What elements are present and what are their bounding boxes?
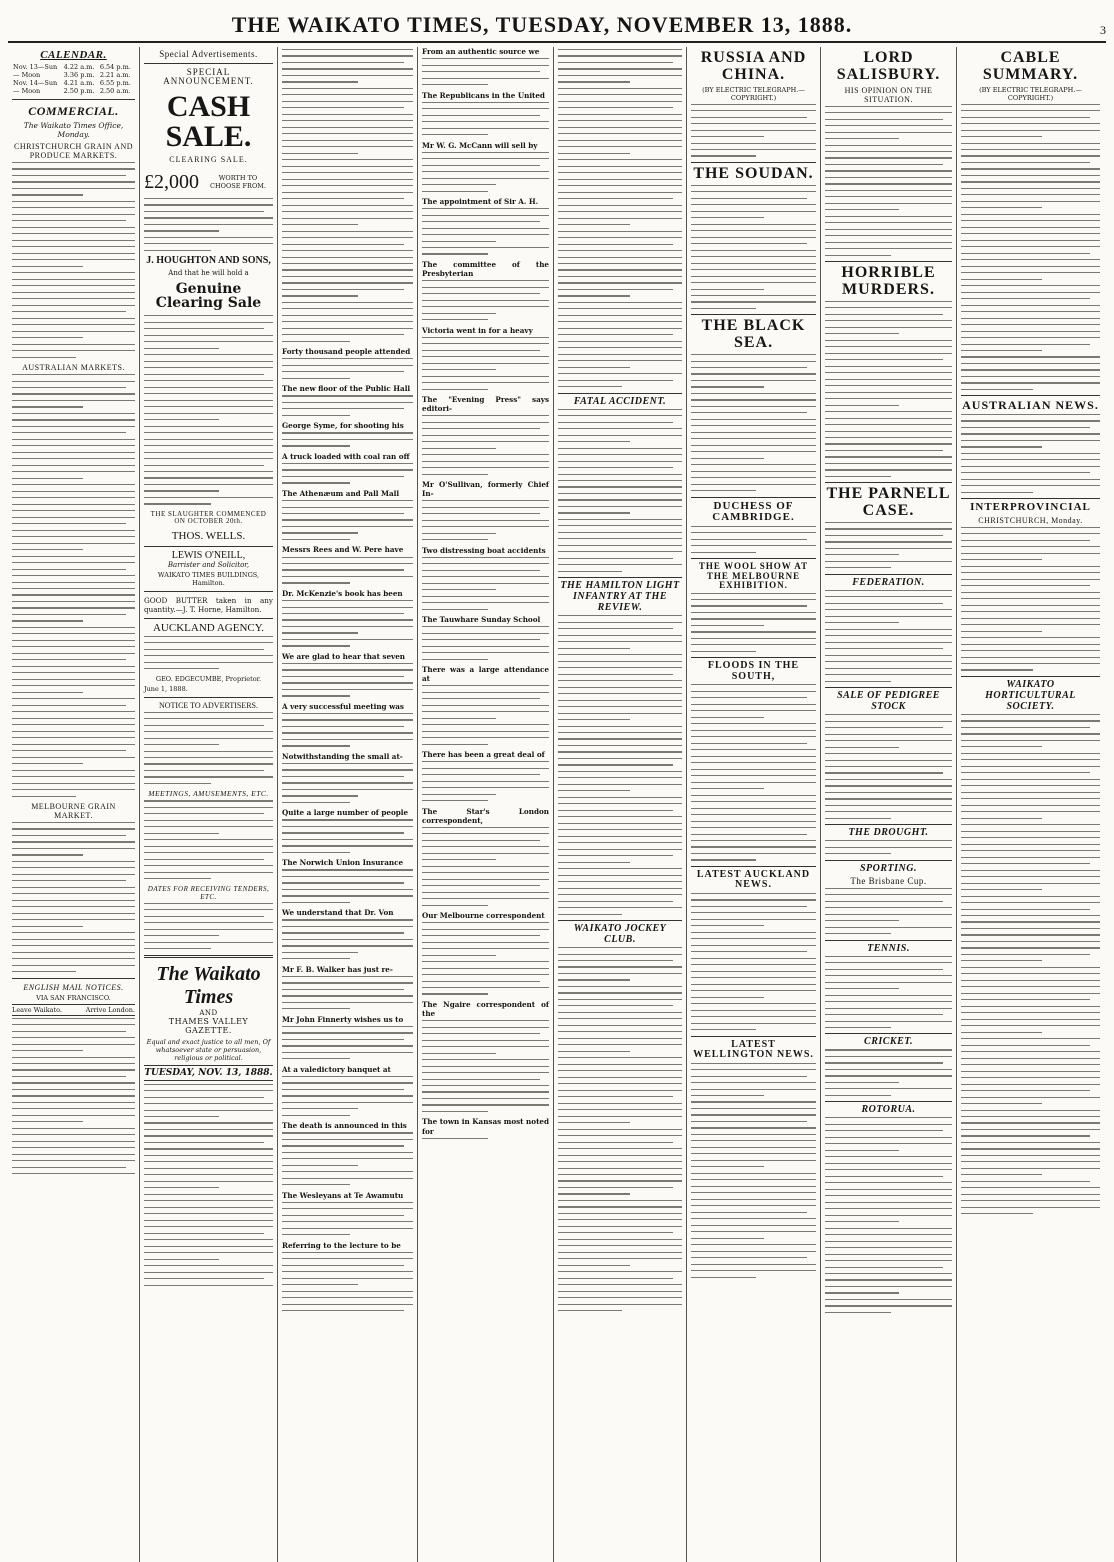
body-text bbox=[961, 714, 1100, 1214]
body-text bbox=[825, 1117, 952, 1313]
body-text bbox=[825, 714, 952, 819]
tennis-heading: TENNIS. bbox=[825, 940, 952, 954]
floods-heading: FLOODS IN THE SOUTH, bbox=[691, 657, 816, 682]
clearing-sale: CLEARING SALE. bbox=[169, 155, 248, 164]
mail-notices-heading: ENGLISH MAIL NOTICES. bbox=[23, 982, 124, 992]
commercial-heading: COMMERCIAL. bbox=[28, 104, 119, 118]
calendar-cell: Nov. 14—Sun bbox=[13, 79, 58, 87]
body-text bbox=[558, 615, 682, 914]
column-4 bbox=[418, 47, 554, 1562]
duchess-heading: DUCHESS OF CAMBRIDGE. bbox=[691, 497, 816, 524]
column-7 bbox=[821, 47, 957, 1562]
body-text bbox=[422, 415, 549, 474]
para-lead: The Norwich Union Insurance bbox=[282, 858, 404, 868]
para-lead: Victoria went in for a heavy bbox=[422, 325, 533, 335]
column-6 bbox=[687, 47, 821, 1562]
firm-note: And that he will hold a bbox=[168, 269, 249, 278]
tenders-heading: DATES FOR RECEIVING TENDERS, ETC. bbox=[147, 884, 270, 901]
column-1 bbox=[8, 47, 140, 1562]
body-text bbox=[12, 162, 135, 358]
para-lead: The death is announced in this bbox=[282, 1121, 407, 1131]
rotorua-heading: ROTORUA. bbox=[825, 1101, 952, 1115]
australian-markets-heading: AUSTRALIAN MARKETS. bbox=[22, 363, 125, 373]
body-text bbox=[422, 827, 549, 906]
body-text bbox=[825, 301, 952, 477]
black-sea-heading: THE BLACK SEA. bbox=[691, 314, 816, 352]
para-lead: Two distressing boat accidents bbox=[422, 545, 546, 555]
christchurch-market-heading: CHRISTCHURCH GRAIN AND PRODUCE MARKETS. bbox=[13, 142, 133, 160]
brisbane-cup-heading: The Brisbane Cup. bbox=[850, 875, 927, 886]
ad-text bbox=[144, 636, 273, 670]
column-8 bbox=[957, 47, 1104, 1562]
telegraph-credit: (BY ELECTRIC TELEGRAPH.—COPYRIGHT.) bbox=[979, 85, 1082, 102]
para-lead: We understand that Dr. Von bbox=[282, 908, 394, 918]
lewis-title: Barrister and Solicitor, bbox=[167, 560, 250, 569]
body-text bbox=[422, 922, 549, 994]
lewis-address: WAIKATO TIMES BUILDINGS, Hamilton. bbox=[157, 570, 260, 587]
federation-heading: FEDERATION. bbox=[825, 574, 952, 588]
calendar-cell: 2.50 a.m. bbox=[99, 87, 131, 95]
ad-text bbox=[144, 198, 273, 251]
para-lead: Mr John Finnerty wishes us to bbox=[282, 1014, 404, 1024]
body-text bbox=[691, 185, 816, 309]
body-text bbox=[422, 337, 549, 390]
body-text bbox=[422, 280, 549, 320]
soudan-heading: THE SOUDAN. bbox=[691, 162, 816, 183]
salisbury-heading: LORD SALISBURY. bbox=[836, 49, 941, 83]
body-text bbox=[691, 1063, 816, 1278]
body-text bbox=[12, 374, 135, 797]
body-text bbox=[422, 761, 549, 801]
jockey-club-heading: WAIKATO JOCKEY CLUB. bbox=[558, 920, 682, 945]
body-text bbox=[282, 557, 413, 584]
para-lead: The town in Kansas most noted for bbox=[422, 1117, 549, 1136]
para-lead: A truck loaded with coal ran off bbox=[282, 451, 410, 461]
masthead-title: THE WAIKATO TIMES, TUESDAY, NOVEMBER 13, 1888. bbox=[231, 12, 853, 37]
calendar-cell: 4.21 a.m. bbox=[63, 79, 95, 87]
para-lead: A very successful meeting was bbox=[282, 701, 404, 711]
body-text bbox=[282, 1026, 413, 1060]
paper-and: AND bbox=[199, 1008, 218, 1017]
lewis-oneill: LEWIS O'NEILL, bbox=[171, 549, 246, 561]
para-lead: The Star's London correspondent, bbox=[422, 806, 549, 825]
mail-col-arrive: Arrive London. bbox=[85, 1005, 135, 1014]
body-text bbox=[558, 947, 682, 1311]
body-text bbox=[825, 106, 952, 256]
column-2 bbox=[140, 47, 278, 1562]
para-lead: Notwithstanding the small at- bbox=[282, 751, 403, 761]
melbourne-market-heading: MELBOURNE GRAIN MARKET. bbox=[31, 801, 116, 820]
calendar-table bbox=[12, 63, 135, 95]
body-text bbox=[282, 819, 413, 853]
para-lead: Referring to the lecture to be bbox=[282, 1240, 401, 1250]
para-lead: The new floor of the Public Hall bbox=[282, 384, 411, 394]
body-text bbox=[825, 840, 952, 854]
para-lead: Mr W. G. McCann will sell by bbox=[422, 140, 538, 150]
paper-title: The Waikato Times bbox=[156, 962, 261, 1008]
table-row bbox=[12, 63, 135, 71]
special-announcement: SPECIAL ANNOUNCEMENT. bbox=[163, 67, 254, 86]
para-lead: Forty thousand people attended bbox=[282, 347, 411, 357]
signoff: THOS. WELLS. bbox=[171, 529, 246, 542]
body-text bbox=[282, 1202, 413, 1236]
table-row bbox=[12, 87, 135, 95]
body-text bbox=[282, 919, 413, 959]
latest-wellington-heading: LATEST WELLINGTON NEWS. bbox=[691, 1036, 816, 1061]
amount-note: WORTH TO CHOOSE FROM. bbox=[209, 174, 267, 190]
russia-china-heading: RUSSIA AND CHINA. bbox=[700, 49, 807, 83]
body-text bbox=[825, 888, 952, 934]
para-lead: Our Melbourne correspondent bbox=[422, 911, 545, 921]
para-lead: Messrs Rees and W. Pere have bbox=[282, 545, 404, 555]
special-ads-heading: Special Advertisements. bbox=[159, 49, 258, 59]
ad-text bbox=[144, 315, 273, 504]
para-lead: At a valedictory banquet at bbox=[282, 1064, 391, 1074]
body-text bbox=[12, 822, 135, 972]
body-text bbox=[282, 600, 413, 646]
slaughter-notice: THE SLAUGHTER COMMENCED ON OCTOBER 20th. bbox=[150, 509, 267, 525]
salisbury-subheading: HIS OPINION ON THE SITUATION. bbox=[844, 85, 933, 104]
body-text bbox=[558, 409, 682, 572]
wool-show-heading: THE WOOL SHOW AT THE MELBOURNE EXHIBITION. bbox=[691, 558, 816, 590]
body-text bbox=[422, 1138, 549, 1139]
body-text bbox=[825, 956, 952, 1028]
drought-heading: THE DROUGHT. bbox=[825, 824, 952, 838]
body-text bbox=[825, 590, 952, 682]
paper-motto: Equal and exact justice to all men, Of whatsoever state or persuasion, religious or political. bbox=[146, 1037, 271, 1062]
para-lead: The Wesleyans at Te Awamutu bbox=[282, 1190, 404, 1200]
editorial-text bbox=[144, 1084, 273, 1286]
body-text bbox=[282, 432, 413, 446]
firm-name: J. HOUGHTON AND SONS, bbox=[146, 255, 271, 267]
horrible-murders-heading: HORRIBLE MURDERS. bbox=[825, 261, 952, 299]
body-text bbox=[422, 557, 549, 610]
body-text bbox=[282, 713, 413, 747]
body-text bbox=[422, 500, 549, 540]
body-text bbox=[691, 526, 816, 553]
para-lead: Quite a large number of people bbox=[282, 808, 409, 818]
parnell-heading: THE PARNELL CASE. bbox=[825, 482, 952, 520]
body-text bbox=[825, 1049, 952, 1095]
mail-table-header bbox=[12, 1004, 135, 1016]
cash-sale-title: CASH SALE. bbox=[165, 90, 252, 153]
body-text bbox=[282, 463, 413, 484]
ad-text bbox=[144, 800, 273, 879]
calendar-cell: 6.55 p.m. bbox=[99, 79, 131, 87]
amount-row bbox=[144, 172, 273, 192]
body-text bbox=[282, 358, 413, 379]
para-lead: The Tauwhare Sunday School bbox=[422, 615, 541, 625]
body-text bbox=[961, 414, 1100, 493]
para-lead: From an authentic source we bbox=[422, 47, 540, 56]
calendar-cell: 3.36 p.m. bbox=[63, 71, 95, 79]
body-text bbox=[825, 522, 952, 568]
body-text bbox=[422, 102, 549, 136]
body-text bbox=[422, 626, 549, 660]
meetings-heading: MEETINGS, AMUSEMENTS, ETC. bbox=[148, 789, 269, 799]
calendar-cell: — Moon bbox=[13, 87, 41, 95]
para-lead: There has been a great deal of bbox=[422, 750, 545, 760]
body-text bbox=[282, 395, 413, 416]
interprovincial-heading: INTERPROVINCIAL bbox=[961, 498, 1100, 514]
genuine-clearing-sale: Genuine Clearing Sale bbox=[155, 281, 262, 312]
masthead bbox=[8, 6, 1106, 43]
body-text bbox=[282, 763, 413, 803]
body-text bbox=[558, 49, 682, 387]
para-lead: Dr. McKenzie's book has been bbox=[282, 588, 403, 598]
mail-col-leave: Leave Waikato. bbox=[12, 1005, 62, 1014]
column-3 bbox=[278, 47, 418, 1562]
para-lead: The Ngaire correspondent of the bbox=[422, 999, 549, 1019]
body-text bbox=[282, 869, 413, 903]
calendar-heading: CALENDAR. bbox=[40, 49, 107, 61]
butter-ad: GOOD BUTTER taken in any quantity.—J. T. Horne, Hamilton. bbox=[144, 595, 273, 614]
table-row bbox=[12, 71, 135, 79]
columns bbox=[8, 47, 1106, 1562]
para-lead: The appointment of Sir A. H. bbox=[422, 197, 539, 206]
calendar-cell: 2.50 p.m. bbox=[63, 87, 95, 95]
australian-news-heading: AUSTRALIAN NEWS. bbox=[961, 395, 1100, 412]
body-text bbox=[282, 1252, 413, 1311]
para-lead: The Athenæum and Pall Mall bbox=[282, 488, 400, 498]
telegraph-credit: (BY ELECTRIC TELEGRAPH.—COPYRIGHT.) bbox=[702, 85, 805, 102]
calendar-cell: 2.21 a.m. bbox=[99, 71, 131, 79]
infantry-heading: THE HAMILTON LIGHT INFANTRY AT THE REVIEW. bbox=[558, 577, 682, 613]
calendar-cell: Nov. 13—Sun bbox=[13, 63, 58, 71]
body-text bbox=[282, 1076, 413, 1116]
latest-auckland-heading: LATEST AUCKLAND NEWS. bbox=[691, 866, 816, 891]
para-lead: We are glad to hear that seven bbox=[282, 651, 406, 661]
body-text bbox=[422, 1020, 549, 1112]
table-row bbox=[12, 79, 135, 87]
body-text bbox=[422, 58, 549, 85]
paper-subtitle: THAMES VALLEY GAZETTE. bbox=[168, 1016, 249, 1035]
cricket-heading: CRICKET. bbox=[825, 1033, 952, 1047]
para-lead: There was a large attendance at bbox=[422, 665, 549, 684]
amount: £2,000 bbox=[144, 171, 199, 193]
notice-to-advertisers: NOTICE TO ADVERTISERS. bbox=[158, 700, 258, 710]
horticultural-heading: WAIKATO HORTICULTURAL SOCIETY. bbox=[961, 676, 1100, 712]
ad-text bbox=[144, 712, 273, 784]
body-text bbox=[422, 152, 549, 192]
agency-date: June 1, 1888. bbox=[144, 684, 188, 693]
body-text bbox=[961, 527, 1100, 671]
column-5 bbox=[554, 47, 687, 1562]
ad-text bbox=[144, 903, 273, 949]
para-lead: Mr O'Sullivan, formerly Chief In- bbox=[422, 480, 549, 499]
para-lead: The committee of the Presbyterian bbox=[422, 259, 549, 279]
sporting-heading: SPORTING. bbox=[825, 860, 952, 874]
calendar-cell: 4.22 a.m. bbox=[63, 63, 95, 71]
mail-sub-heading: VIA SAN FRANCISCO. bbox=[36, 993, 111, 1002]
body-text bbox=[691, 893, 816, 1030]
para-lead: Mr F. B. Walker has just re- bbox=[282, 964, 393, 974]
para-lead: The "Evening Press" says editori- bbox=[422, 395, 549, 414]
page-number: 3 bbox=[1100, 23, 1106, 37]
body-text bbox=[422, 208, 549, 254]
body-text bbox=[422, 685, 549, 744]
calendar-cell: — Moon bbox=[13, 71, 41, 79]
agency-signature: GEO. EDGECUMBE, Proprietor. bbox=[155, 674, 262, 683]
body-text bbox=[282, 663, 413, 697]
body-text bbox=[282, 976, 413, 1010]
body-text bbox=[282, 1132, 413, 1185]
pedigree-heading: SALE OF PEDIGREE STOCK bbox=[825, 687, 952, 712]
body-text bbox=[691, 354, 816, 491]
body-text bbox=[691, 593, 816, 652]
fatal-accident-heading: FATAL ACCIDENT. bbox=[558, 393, 682, 407]
cable-summary-heading: CABLE SUMMARY. bbox=[982, 49, 1079, 83]
christchurch-dateline: CHRISTCHURCH, Monday. bbox=[978, 515, 1083, 525]
body-text bbox=[282, 500, 413, 540]
para-lead: George Syme, for shooting his bbox=[282, 421, 404, 431]
body-text bbox=[282, 49, 413, 342]
mail-table bbox=[12, 1018, 135, 1175]
commercial-dateline: The Waikato Times Office, Monday. bbox=[23, 121, 124, 139]
para-lead: The Republicans in the United bbox=[422, 90, 545, 100]
body-text bbox=[691, 104, 816, 157]
body-text bbox=[961, 104, 1100, 390]
body-text bbox=[691, 684, 816, 860]
issue-date: TUESDAY, NOV. 13, 1888. bbox=[144, 1065, 273, 1081]
calendar-cell: 6.54 p.m. bbox=[99, 63, 131, 71]
agency-title: AUCKLAND AGENCY. bbox=[152, 621, 265, 634]
